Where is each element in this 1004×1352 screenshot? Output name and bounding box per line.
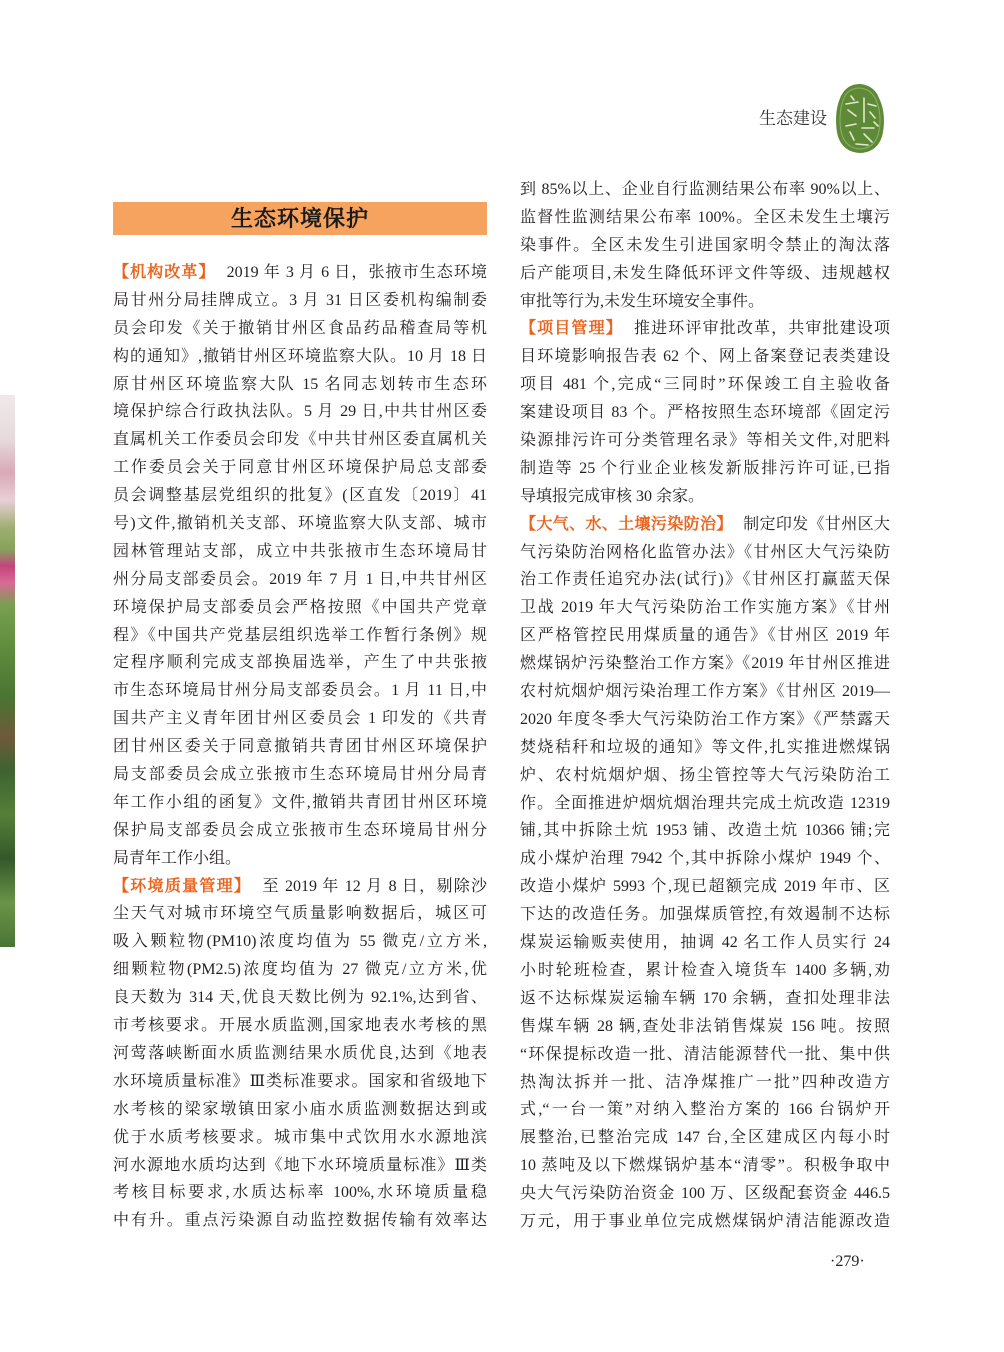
text-line: 环境保护局支部委员会严格按照《中国共产党章 bbox=[113, 598, 487, 616]
line-text: 推进环评审批改革，共审批建设项 bbox=[634, 320, 890, 338]
text-line: 目环境影响报告表 62 个、网上备案登记表类建设 bbox=[520, 348, 890, 366]
text-line: 染源排污许可分类管理名录》等相关文件,对肥料 bbox=[520, 432, 890, 450]
text-line: 局支部委员会成立张掖市生态环境局甘州分局青 bbox=[113, 766, 487, 784]
text-line: 后产能项目,未发生降低环评文件等级、违规越权 bbox=[520, 264, 890, 282]
text-line: 返不达标煤炭运输车辆 170 余辆，查扣处理非法 bbox=[520, 989, 890, 1007]
text-line: 工作委员会关于同意甘州区环境保护局总支部委 bbox=[113, 459, 487, 477]
section-heading: 【大气、水、土壤污染防治】 bbox=[520, 515, 733, 533]
paragraph bbox=[113, 259, 487, 873]
text-line: 年工作小组的函复》文件,撤销共青团甘州区环境 bbox=[113, 793, 487, 811]
text-line: 原甘州区环境监察大队 15 名同志划转市生态环 bbox=[113, 375, 487, 393]
text-line: 燃煤锅炉污染整治工作方案》《2019 年甘州区推进 bbox=[520, 655, 890, 673]
text-line bbox=[113, 259, 487, 287]
text-line: 焚烧秸秆和垃圾的通知》等文件,扎实推进燃煤锅 bbox=[520, 738, 890, 756]
text-line: 案建设项目 83 个。严格按照生态环境部《固定污 bbox=[520, 404, 890, 422]
text-line: 构的通知》,撤销甘州区环境监察大队。10 月 18 日 bbox=[113, 347, 487, 365]
text-line: 导填报完成审核 30 余家。 bbox=[520, 487, 705, 505]
paragraph bbox=[520, 511, 890, 1236]
text-line: “环保提标改造一批、清洁能源替代一批、集中供 bbox=[520, 1045, 890, 1063]
text-line: 直属机关工作委员会印发《中共甘州区委直属机关 bbox=[113, 431, 487, 449]
text-line: 细颗粒物(PM2.5)浓度均值为 27 微克/立方米,优 bbox=[113, 961, 487, 979]
paragraph bbox=[113, 873, 487, 1236]
line-text: 至 2019 年 12 月 8 日，剔除沙 bbox=[262, 877, 487, 895]
text-line: 境保护综合行政执法队。5 月 29 日,中共甘州区委 bbox=[113, 403, 487, 421]
text-line: 气污染防治网格化监管办法》《甘州区大气污染防 bbox=[520, 543, 890, 561]
text-line: 作。全面推进炉烟炕烟治理共完成土炕改造 12319 bbox=[520, 794, 890, 812]
line-text: 制定印发《甘州区大 bbox=[743, 515, 890, 533]
text-line: 中有升。重点污染源自动监控数据传输有效率达 bbox=[113, 1212, 487, 1230]
text-line: 成小煤炉治理 7942 个,其中拆除小煤炉 1949 个、 bbox=[520, 850, 890, 868]
text-line bbox=[520, 511, 890, 539]
text-line: 铺,其中拆除土炕 1953 铺、改造土炕 10366 铺;完 bbox=[520, 822, 890, 840]
text-line bbox=[520, 315, 890, 343]
page-number: ·279· bbox=[830, 1253, 865, 1270]
text-line: 下达的改造任务。加强煤质管控,有效遏制不达标 bbox=[520, 906, 890, 924]
text-line: 卫战 2019 年大气污染防治工作实施方案》《甘州 bbox=[520, 599, 890, 617]
text-line: 售煤车辆 28 辆,查处非法销售煤炭 156 吨。按照 bbox=[520, 1017, 890, 1035]
text-line: 监督性监测结果公布率 100%。全区未发生土壤污 bbox=[520, 208, 890, 226]
text-line: 州分局支部委员会。2019 年 7 月 1 日,中共甘州区 bbox=[113, 570, 487, 588]
text-line: 尘天气对城市环境空气质量影响数据后，城区可 bbox=[113, 905, 487, 923]
seal-stamp-icon bbox=[834, 82, 886, 154]
side-photo-strip bbox=[0, 395, 15, 947]
text-line: 河莺落峡断面水质监测结果水质优良,达到《地表 bbox=[113, 1044, 487, 1062]
right-column bbox=[520, 176, 890, 1236]
text-line: 治工作责任追究办法(试行)》《甘州区打赢蓝天保 bbox=[520, 571, 890, 589]
text-line: 市生态环境局甘州分局支部委员会。1 月 11 日,中 bbox=[113, 682, 487, 700]
text-line: 小时轮班检查，累计检查入境货车 1400 多辆,劝 bbox=[520, 961, 890, 979]
text-line: 水环境质量标准》Ⅲ类标准要求。国家和省级地下 bbox=[113, 1072, 487, 1090]
text-line: 项目 481 个,完成“三同时”环保竣工自主验收备 bbox=[520, 376, 890, 394]
text-line: 吸入颗粒物(PM10)浓度均值为 55 微克/立方米, bbox=[113, 933, 487, 951]
text-line: 良天数为 314 天,优良天数比例为 92.1%,达到省、 bbox=[113, 989, 487, 1007]
text-line: 员会印发《关于撤销甘州区食品药品稽查局等机 bbox=[113, 319, 487, 337]
text-line: 定程序顺利完成支部换届选举，产生了中共张掖 bbox=[113, 654, 487, 672]
text-line: 国共产主义青年团甘州区委员会 1 印发的《共青 bbox=[113, 710, 487, 728]
text-line: 炉、农村炕烟炉烟、扬尘管控等大气污染防治工 bbox=[520, 766, 890, 784]
text-line: 局甘州分局挂牌成立。3 月 31 日区委机构编制委 bbox=[113, 291, 487, 309]
text-line: 10 蒸吨及以下燃煤锅炉基本“清零”。积极争取中 bbox=[520, 1157, 890, 1175]
text-line: 央大气污染防治资金 100 万、区级配套资金 446.5 bbox=[520, 1185, 890, 1203]
text-line: 区严格管控民用煤质量的通告》《甘州区 2019 年 bbox=[520, 627, 890, 645]
running-header-section: 生态建设 bbox=[759, 109, 827, 128]
text-line: 展整治,已整治完成 147 台,全区建成区内每小时 bbox=[520, 1129, 890, 1147]
text-line: 煤炭运输贩卖使用，抽调 42 名工作人员实行 24 bbox=[520, 934, 890, 952]
text-line: 改造小煤炉 5993 个,现已超额完成 2019 年市、区 bbox=[520, 878, 890, 896]
text-line: 热淘汰拆并一批、洁净煤推广一批”四种改造方 bbox=[520, 1073, 890, 1091]
text-line: 市考核要求。开展水质监测,国家地表水考核的黑 bbox=[113, 1017, 487, 1035]
left-column bbox=[113, 259, 487, 1235]
text-line: 审批等行为,未发生环境安全事件。 bbox=[520, 292, 765, 310]
text-line bbox=[113, 873, 487, 901]
text-line: 保护局支部委员会成立张掖市生态环境局甘州分 bbox=[113, 821, 487, 839]
text-line: 号)文件,撤销机关支部、环境监察大队支部、城市 bbox=[113, 515, 487, 533]
text-line: 农村炕烟炉烟污染治理工作方案》《甘州区 2019— bbox=[520, 683, 890, 701]
text-line: 局青年工作小组。 bbox=[113, 849, 242, 867]
page-title: 生态环境保护 bbox=[113, 202, 487, 235]
text-line: 式,“一台一策”对纳入整治方案的 166 台锅炉开 bbox=[520, 1101, 890, 1119]
text-line: 染事件。全区未发生引进国家明令禁止的淘汰落 bbox=[520, 236, 890, 254]
text-line: 水考核的梁家墩镇田家小庙水质监测数据达到或 bbox=[113, 1100, 487, 1118]
text-line: 河水源地水质均达到《地下水环境质量标准》Ⅲ类 bbox=[113, 1156, 487, 1174]
text-line: 员会调整基层党组织的批复》(区直发〔2019〕41 bbox=[113, 487, 487, 505]
text-line: 园林管理站支部，成立中共张掖市生态环境局甘 bbox=[113, 542, 487, 560]
section-heading: 【项目管理】 bbox=[520, 320, 623, 338]
text-line: 2020 年度冬季大气污染防治工作方案》《严禁露天 bbox=[520, 710, 890, 728]
text-line: 制造等 25 个行业企业核发新版排污许可证,已指 bbox=[520, 459, 890, 477]
section-heading: 【环境质量管理】 bbox=[113, 877, 252, 895]
text-line: 考核目标要求,水质达标率 100%,水环境质量稳 bbox=[113, 1184, 487, 1202]
text-line: 团甘州区委关于同意撤销共青团甘州区环境保护 bbox=[113, 738, 487, 756]
line-text: 2019 年 3 月 6 日，张掖市生态环境 bbox=[226, 264, 487, 281]
text-line: 到 85%以上、企业自行监测结果公布率 90%以上、 bbox=[520, 181, 890, 198]
paragraph bbox=[520, 315, 890, 510]
text-line: 程》《中国共产党基层组织选举工作暂行条例》规 bbox=[113, 626, 487, 644]
section-heading: 【机构改革】 bbox=[113, 264, 216, 281]
text-line: 万元，用于事业单位完成燃煤锅炉清洁能源改造 bbox=[520, 1212, 890, 1230]
paragraph bbox=[520, 176, 890, 315]
text-line: 优于水质考核要求。城市集中式饮用水水源地滨 bbox=[113, 1128, 487, 1146]
